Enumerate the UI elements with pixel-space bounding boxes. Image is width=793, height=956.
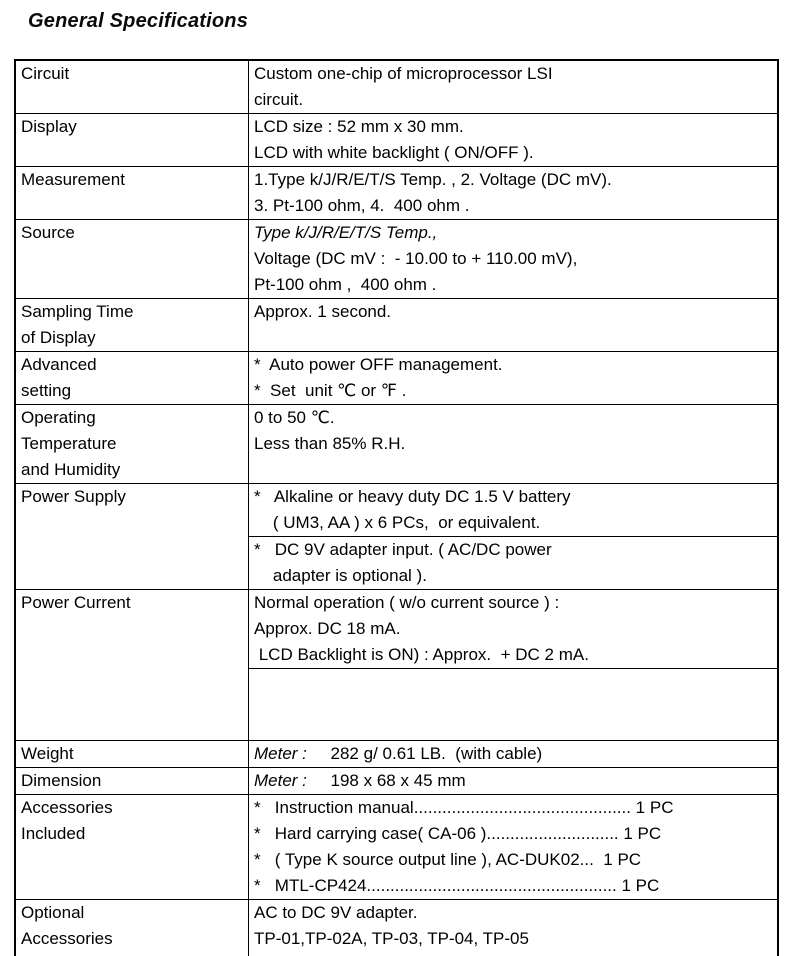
table-row [16, 61, 777, 114]
text-segment-italic: Meter : [254, 771, 307, 790]
text-segment: ( UM3, AA ) x 6 PCs, or equivalent. [254, 513, 541, 532]
row-content [249, 352, 777, 404]
table-row [16, 167, 777, 220]
text-segment: setting [21, 381, 72, 400]
cell-line [254, 484, 773, 510]
text-segment-italic: Meter : [254, 744, 307, 763]
content-subcell [249, 114, 777, 166]
text-segment: Pt-100 ohm , 400 ohm . [254, 275, 437, 294]
cell-line [21, 378, 244, 404]
content-subcell [249, 590, 777, 668]
cell-line [254, 61, 773, 87]
text-segment: Approx. 1 second. [254, 302, 392, 321]
text-segment: * Set unit ℃ or ℉ . [254, 381, 407, 400]
cell-line [254, 167, 773, 193]
cell-line [254, 193, 773, 219]
text-segment: Included [21, 824, 86, 843]
table-row [16, 405, 777, 484]
text-segment: Accessories [21, 929, 113, 948]
text-segment: Custom one-chip of microprocessor LSI [254, 64, 553, 83]
text-segment: Power Current [21, 593, 131, 612]
cell-line [254, 246, 773, 272]
cell-line [254, 642, 773, 668]
row-content [249, 484, 777, 589]
content-subcell [249, 220, 777, 298]
text-segment: Dimension [21, 771, 102, 790]
text-segment-italic: Type k/J/R/E/T/S Temp., [254, 223, 438, 242]
text-segment: LCD Backlight is ON) : Approx. + DC 2 mA. [254, 645, 589, 664]
cell-line [21, 457, 244, 483]
cell-line [254, 431, 773, 457]
cell-line [21, 405, 244, 431]
cell-line [254, 741, 773, 767]
text-segment: Measurement [21, 170, 125, 189]
text-segment: Accessories [21, 798, 113, 817]
content-subcell [249, 795, 777, 899]
content-subcell [249, 167, 777, 219]
text-segment: * MTL-CP424..................................................... 1 PC [254, 876, 660, 895]
row-content [249, 299, 777, 351]
row-content [249, 741, 777, 767]
text-segment: 282 g/ 0.61 LB. (with cable) [306, 744, 543, 763]
row-content [249, 405, 777, 483]
row-content [249, 167, 777, 219]
text-segment: Approx. DC 18 mA. [254, 619, 401, 638]
row-label [16, 741, 249, 767]
cell-line [21, 325, 244, 351]
cell-line [254, 87, 773, 113]
cell-line [21, 795, 244, 821]
content-subcell [249, 900, 777, 952]
cell-line [21, 590, 244, 616]
content-subcell [249, 768, 777, 794]
text-segment: Optional [21, 903, 85, 922]
cell-line [254, 299, 773, 325]
table-row [16, 900, 777, 956]
cell-line [21, 352, 244, 378]
text-segment: 198 x 68 x 45 mm [306, 771, 466, 790]
text-segment: * Instruction manual.............................................. 1 PC [254, 798, 674, 817]
text-segment: 0 to 50 ℃. [254, 408, 335, 427]
row-label [16, 167, 249, 219]
cell-line [21, 484, 244, 510]
row-content [249, 795, 777, 899]
cell-line [21, 220, 244, 246]
text-segment: Sampling Time [21, 302, 134, 321]
cell-line [21, 299, 244, 325]
row-label [16, 220, 249, 298]
text-segment: of Display [21, 328, 96, 347]
cell-line [254, 405, 773, 431]
cell-line [254, 590, 773, 616]
text-segment: 3. Pt-100 ohm, 4. 400 ohm . [254, 196, 470, 215]
content-subcell [249, 61, 777, 113]
text-segment: * Hard carrying case( CA-06 )............................ 1 PC [254, 824, 662, 843]
text-segment: TP-01,TP-02A, TP-03, TP-04, TP-05 [254, 929, 529, 948]
cell-line [21, 768, 244, 794]
row-label [16, 900, 249, 956]
row-label [16, 590, 249, 740]
content-subcell [249, 741, 777, 767]
content-subcell [249, 299, 777, 325]
cell-line [254, 616, 773, 642]
content-subcell [249, 484, 777, 536]
text-segment: Source [21, 223, 75, 242]
cell-line [254, 220, 773, 246]
row-content [249, 114, 777, 166]
text-segment: circuit. [254, 90, 304, 109]
content-subcell [249, 405, 777, 457]
cell-line [21, 431, 244, 457]
cell-line [21, 61, 244, 87]
cell-line [21, 167, 244, 193]
content-subcell [249, 536, 777, 589]
cell-line [254, 795, 773, 821]
row-content [249, 590, 777, 740]
content-subcell-empty [249, 668, 777, 740]
text-segment: Advanced [21, 355, 97, 374]
text-segment: Voltage (DC mV : - 10.00 to + 110.00 mV), [254, 249, 578, 268]
cell-line [254, 873, 773, 899]
cell-line [254, 378, 773, 404]
table-row [16, 114, 777, 167]
cell-line [254, 352, 773, 378]
table-row [16, 741, 777, 768]
row-label [16, 795, 249, 899]
text-segment: Operating [21, 408, 96, 427]
table-row [16, 299, 777, 352]
table-row [16, 484, 777, 590]
row-label [16, 299, 249, 351]
cell-line [254, 563, 773, 589]
row-label [16, 352, 249, 404]
text-segment: AC to DC 9V adapter. [254, 903, 418, 922]
text-segment: Weight [21, 744, 74, 763]
row-label [16, 61, 249, 113]
table-row [16, 768, 777, 795]
row-label [16, 484, 249, 589]
text-segment: Less than 85% R.H. [254, 434, 406, 453]
text-segment: adapter is optional ). [254, 566, 427, 585]
text-segment: LCD with white backlight ( ON/OFF ). [254, 143, 534, 162]
text-segment: Circuit [21, 64, 70, 83]
table-row [16, 352, 777, 405]
text-segment: Display [21, 117, 77, 136]
table-row [16, 220, 777, 299]
page-title: General Specifications [28, 10, 249, 32]
cell-line [21, 926, 244, 952]
table-row [16, 795, 777, 900]
row-content [249, 220, 777, 298]
text-segment: * Alkaline or heavy duty DC 1.5 V battery [254, 487, 571, 506]
cell-line [254, 900, 773, 926]
general-specifications-table [14, 59, 779, 956]
cell-line [254, 821, 773, 847]
text-segment: Normal operation ( w/o current source ) : [254, 593, 560, 612]
cell-line [21, 741, 244, 767]
text-segment: 1.Type k/J/R/E/T/S Temp. , 2. Voltage (DC mV). [254, 170, 612, 189]
row-label [16, 114, 249, 166]
text-segment: LCD size : 52 mm x 30 mm. [254, 117, 464, 136]
cell-line [21, 114, 244, 140]
cell-line [254, 272, 773, 298]
text-segment: * ( Type K source output line ), AC-DUK02... 1 PC [254, 850, 642, 869]
cell-line [254, 510, 773, 536]
cell-line [254, 114, 773, 140]
text-segment: * DC 9V adapter input. ( AC/DC power [254, 540, 552, 559]
cell-line [21, 821, 244, 847]
table-row [16, 590, 777, 741]
cell-line [254, 926, 773, 952]
row-content [249, 900, 777, 956]
row-label [16, 768, 249, 794]
cell-line [254, 847, 773, 873]
text-segment: Power Supply [21, 487, 126, 506]
content-subcell [249, 352, 777, 404]
text-segment: Temperature [21, 434, 117, 453]
text-segment: and Humidity [21, 460, 121, 479]
row-content [249, 768, 777, 794]
row-content [249, 61, 777, 113]
text-segment: * Auto power OFF management. [254, 355, 503, 374]
row-label [16, 405, 249, 483]
cell-line [254, 140, 773, 166]
cell-line [21, 900, 244, 926]
cell-line [254, 768, 773, 794]
cell-line [254, 537, 773, 563]
